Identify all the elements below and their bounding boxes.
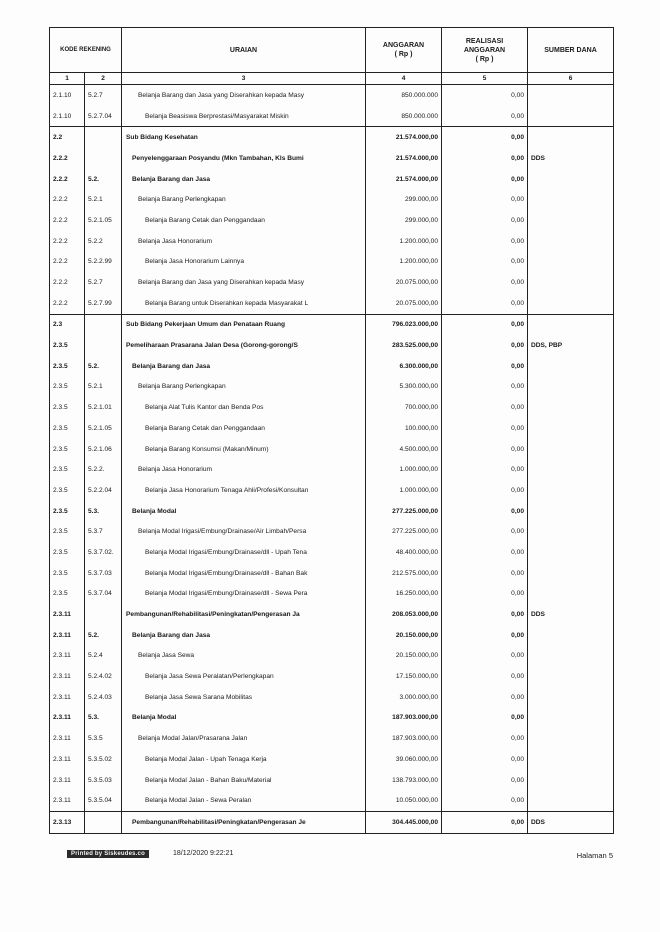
realization-amount-cell: 0,00 [442,563,528,584]
account-code-level-1: 2.3.11 [50,625,85,646]
realization-amount-cell: 0,00 [442,335,528,356]
account-code-level-2: 5.2.2.04 [85,480,122,501]
realization-amount-cell: 0,00 [442,272,528,293]
account-code-level-2 [85,812,122,834]
description-cell: Belanja Alat Tulis Kantor dan Benda Pos [122,397,366,418]
realization-amount-cell: 0,00 [442,252,528,273]
account-code-level-2: 5.2.2 [85,231,122,252]
realization-amount-cell: 0,00 [442,459,528,480]
printed-by-badge: Printed by Siskeudes.co [67,850,149,858]
funding-source-cell [528,728,614,749]
account-code-level-1: 2.3.5 [50,418,85,439]
budget-amount-cell: 16.250.000,00 [366,584,442,605]
description-cell: Belanja Modal Irigasi/Embung/Drainase/dll - Upah Tena [122,542,366,563]
account-code-level-2: 5.2.7.04 [85,106,122,127]
account-code-level-1: 2.3.11 [50,604,85,625]
realization-amount-cell: 0,00 [442,542,528,563]
account-code-level-1: 2.3.5 [50,397,85,418]
account-code-level-1: 2.3.5 [50,459,85,480]
description-cell: Belanja Modal Irigasi/Embung/Drainase/dll - Sewa Pera [122,584,366,605]
budget-amount-cell: 39.060.000,00 [366,749,442,770]
table-row [50,272,614,293]
account-code-level-2: 5.2.1.01 [85,397,122,418]
column-number-row [50,73,614,85]
funding-source-cell [528,459,614,480]
account-code-level-1: 2.3.5 [50,563,85,584]
budget-amount-cell: 796.023.000,00 [366,314,442,335]
account-code-level-1: 2.3.13 [50,812,85,834]
account-code-level-1: 2.1.10 [50,85,85,106]
description-cell: Belanja Modal Jalan - Bahan Baku/Material [122,770,366,791]
budget-amount-cell: 20.150.000,00 [366,625,442,646]
funding-source-cell [528,272,614,293]
account-code-level-1: 2.3.5 [50,501,85,522]
account-code-level-2: 5.2.1 [85,189,122,210]
budget-amount-cell: 283.525.000,00 [366,335,442,356]
description-cell: Belanja Jasa Honorarium [122,231,366,252]
description-cell: Pembangunan/Rehabilitasi/Peningkatan/Pengerasan Ja [122,604,366,625]
account-code-level-2 [85,148,122,169]
funding-source-cell [528,127,614,148]
table-row [50,397,614,418]
account-code-level-1: 2.3.11 [50,646,85,667]
account-code-level-2 [85,127,122,148]
description-cell: Penyelenggaraan Posyandu (Mkn Tambahan, Kls Bumi [122,148,366,169]
account-code-level-2: 5.2.1.05 [85,210,122,231]
table-row [50,293,614,314]
budget-amount-cell: 20.075.000,00 [366,272,442,293]
account-code-level-2: 5.2.7 [85,272,122,293]
description-cell: Belanja Barang Cetak dan Penggandaan [122,210,366,231]
funding-source-cell [528,501,614,522]
account-code-level-1: 2.2.2 [50,272,85,293]
account-code-level-1: 2.3 [50,314,85,335]
account-code-level-2: 5.2.2.99 [85,252,122,273]
realization-amount-cell: 0,00 [442,210,528,231]
funding-source-cell [528,397,614,418]
description-cell: Belanja Barang untuk Diserahkan kepada Masyarakat L [122,293,366,314]
funding-source-cell [528,377,614,398]
account-code-level-2: 5.2.4.03 [85,687,122,708]
table-row [50,127,614,148]
funding-source-cell [528,563,614,584]
table-row [50,646,614,667]
account-code-level-1: 2.3.5 [50,377,85,398]
table-row [50,749,614,770]
budget-amount-cell: 21.574.000,00 [366,169,442,190]
table-row [50,542,614,563]
funding-source-cell [528,521,614,542]
header-realisasi-label: REALISASI ANGGARAN [463,37,506,54]
realization-amount-cell: 0,00 [442,85,528,106]
description-cell: Belanja Modal Jalan/Prasarana Jalan [122,728,366,749]
realization-amount-cell: 0,00 [442,480,528,501]
account-code-level-2: 5.2.1.05 [85,418,122,439]
funding-source-cell [528,625,614,646]
column-number: 1 [50,73,85,85]
table-row [50,377,614,398]
table-row [50,252,614,273]
realization-amount-cell: 0,00 [442,189,528,210]
realization-amount-cell: 0,00 [442,584,528,605]
funding-source-cell [528,314,614,335]
account-code-level-2: 5.2.4 [85,646,122,667]
budget-amount-cell: 208.053.000,00 [366,604,442,625]
column-number: 4 [366,73,442,85]
account-code-level-1: 2.2.2 [50,189,85,210]
realization-amount-cell: 0,00 [442,687,528,708]
table-row [50,418,614,439]
account-code-level-1: 2.3.5 [50,356,85,377]
account-code-level-2: 5.2.2. [85,459,122,480]
budget-amount-cell: 10.050.000,00 [366,790,442,811]
budget-amount-cell: 187.903.000,00 [366,708,442,729]
realization-amount-cell: 0,00 [442,521,528,542]
realization-amount-cell: 0,00 [442,708,528,729]
funding-source-cell [528,770,614,791]
budget-amount-cell: 700.000,00 [366,397,442,418]
funding-source-cell [528,749,614,770]
realization-amount-cell: 0,00 [442,169,528,190]
account-code-level-1: 2.3.5 [50,584,85,605]
budget-amount-cell: 48.400.000,00 [366,542,442,563]
account-code-level-1: 2.3.11 [50,687,85,708]
header-anggaran [366,28,442,73]
table-row [50,459,614,480]
budget-amount-cell: 5.300.000,00 [366,377,442,398]
column-number: 5 [442,73,528,85]
realization-amount-cell: 0,00 [442,604,528,625]
account-code-level-1: 2.2.2 [50,169,85,190]
description-cell: Belanja Barang Perlengkapan [122,377,366,398]
description-cell: Belanja Jasa Honorarium Lainnya [122,252,366,273]
description-cell: Sub Bidang Kesehatan [122,127,366,148]
realization-amount-cell: 0,00 [442,501,528,522]
budget-table [49,27,614,834]
account-code-level-2 [85,604,122,625]
realization-amount-cell: 0,00 [442,439,528,460]
funding-source-cell: DDS, PBP [528,335,614,356]
table-row [50,335,614,356]
table-row [50,314,614,335]
table-row [50,106,614,127]
budget-amount-cell: 850.000.000 [366,85,442,106]
account-code-level-2: 5.3. [85,501,122,522]
description-cell: Belanja Barang dan Jasa [122,169,366,190]
account-code-level-2: 5.3.7.03 [85,563,122,584]
description-cell: Belanja Barang dan Jasa yang Diserahkan kepada Masy [122,85,366,106]
page-footer [67,848,613,862]
funding-source-cell [528,231,614,252]
table-row [50,708,614,729]
account-code-level-1: 2.3.5 [50,542,85,563]
budget-amount-cell: 1.200.000,00 [366,231,442,252]
budget-amount-cell: 187.903.000,00 [366,728,442,749]
account-code-level-2: 5.2.1 [85,377,122,398]
funding-source-cell [528,418,614,439]
table-row [50,85,614,106]
account-code-level-2: 5.2.1.06 [85,439,122,460]
table-row [50,625,614,646]
budget-amount-cell: 850.000.000 [366,106,442,127]
description-cell: Belanja Barang Perlengkapan [122,189,366,210]
budget-amount-cell: 21.574.000,00 [366,148,442,169]
account-code-level-1: 2.3.5 [50,521,85,542]
description-cell: Belanja Jasa Sewa Peralatan/Perlengkapan [122,666,366,687]
description-cell: Belanja Barang dan Jasa [122,625,366,646]
funding-source-cell [528,189,614,210]
budget-amount-cell: 20.075.000,00 [366,293,442,314]
account-code-level-2: 5.3.7.02. [85,542,122,563]
realization-amount-cell: 0,00 [442,418,528,439]
table-row [50,231,614,252]
funding-source-cell: DDS [528,604,614,625]
header-sumber-dana: SUMBER DANA [528,28,614,73]
realization-amount-cell: 0,00 [442,293,528,314]
budget-amount-cell: 299.000,00 [366,210,442,231]
budget-amount-cell: 100.000,00 [366,418,442,439]
funding-source-cell [528,85,614,106]
account-code-level-1: 2.3.11 [50,790,85,811]
description-cell: Belanja Modal Jalan - Sewa Peralan [122,790,366,811]
budget-amount-cell: 304.445.000,00 [366,812,442,834]
table-row [50,770,614,791]
realization-amount-cell: 0,00 [442,625,528,646]
realization-amount-cell: 0,00 [442,790,528,811]
account-code-level-2: 5.2. [85,169,122,190]
account-code-level-2: 5.2. [85,356,122,377]
funding-source-cell [528,646,614,667]
account-code-level-2: 5.2.4.02 [85,666,122,687]
table-row [50,210,614,231]
funding-source-cell [528,480,614,501]
description-cell: Belanja Barang Konsumsi (Makan/Minum) [122,439,366,460]
budget-amount-cell: 4.500.000,00 [366,439,442,460]
table-row [50,501,614,522]
column-number: 2 [85,73,122,85]
funding-source-cell [528,169,614,190]
funding-source-cell [528,790,614,811]
table-row [50,604,614,625]
description-cell: Sub Bidang Pekerjaan Umum dan Penataan Ruang [122,314,366,335]
realization-amount-cell: 0,00 [442,397,528,418]
table-row [50,439,614,460]
realization-amount-cell: 0,00 [442,749,528,770]
funding-source-cell [528,708,614,729]
account-code-level-1: 2.3.11 [50,728,85,749]
funding-source-cell [528,252,614,273]
table-row [50,728,614,749]
description-cell: Belanja Jasa Sewa [122,646,366,667]
account-code-level-1: 2.2.2 [50,210,85,231]
funding-source-cell [528,293,614,314]
funding-source-cell: DDS [528,148,614,169]
account-code-level-2: 5.2.7 [85,85,122,106]
table-header-row [50,28,614,73]
funding-source-cell [528,106,614,127]
realization-amount-cell: 0,00 [442,314,528,335]
budget-amount-cell: 277.225.000,00 [366,521,442,542]
header-uraian: URAIAN [122,28,366,73]
funding-source-cell [528,542,614,563]
table-body [50,85,614,834]
account-code-level-1: 2.3.11 [50,770,85,791]
account-code-level-2 [85,314,122,335]
table-row [50,563,614,584]
description-cell: Belanja Jasa Sewa Sarana Mobilitas [122,687,366,708]
account-code-level-1: 2.3.5 [50,439,85,460]
account-code-level-2: 5.2.7.99 [85,293,122,314]
account-code-level-2: 5.3. [85,708,122,729]
description-cell: Belanja Jasa Honorarium [122,459,366,480]
realization-amount-cell: 0,00 [442,728,528,749]
realization-amount-cell: 0,00 [442,666,528,687]
account-code-level-1: 2.2 [50,127,85,148]
account-code-level-2 [85,335,122,356]
column-number: 3 [122,73,366,85]
description-cell: Belanja Barang dan Jasa yang Diserahkan kepada Masy [122,272,366,293]
description-cell: Belanja Modal Jalan - Upah Tenaga Kerja [122,749,366,770]
budget-amount-cell: 1.000.000,00 [366,480,442,501]
account-code-level-1: 2.2.2 [50,231,85,252]
realization-amount-cell: 0,00 [442,356,528,377]
account-code-level-2: 5.3.7 [85,521,122,542]
account-code-level-2: 5.3.5.04 [85,790,122,811]
account-code-level-2: 5.3.7.04 [85,584,122,605]
account-code-level-1: 2.3.11 [50,708,85,729]
account-code-level-1: 2.2.2 [50,252,85,273]
table-row [50,480,614,501]
account-code-level-2: 5.2. [85,625,122,646]
funding-source-cell [528,439,614,460]
realization-amount-cell: 0,00 [442,770,528,791]
account-code-level-1: 2.3.5 [50,480,85,501]
budget-amount-cell: 299.000,00 [366,189,442,210]
page-number: Halaman 5 [576,851,613,860]
budget-amount-cell: 17.150.000,00 [366,666,442,687]
funding-source-cell [528,584,614,605]
account-code-level-1: 2.1.10 [50,106,85,127]
account-code-level-1: 2.2.2 [50,148,85,169]
budget-amount-cell: 138.793.000,00 [366,770,442,791]
header-anggaran-label: ANGGARAN [382,42,425,49]
column-number: 6 [528,73,614,85]
table-row [50,790,614,811]
realization-amount-cell: 0,00 [442,377,528,398]
header-kode-rekening: KODE REKENING [50,28,122,73]
table-row [50,666,614,687]
account-code-level-1: 2.3.11 [50,749,85,770]
table-row [50,812,614,834]
description-cell: Pemeliharaan Prasarana Jalan Desa (Gorong-gorong/S [122,335,366,356]
description-cell: Belanja Modal Irigasi/Embung/Drainase/Air Limbah/Persa [122,521,366,542]
description-cell: Belanja Beasiswa Berprestasi/Masyarakat Miskin [122,106,366,127]
table-row [50,356,614,377]
realization-amount-cell: 0,00 [442,646,528,667]
funding-source-cell [528,356,614,377]
description-cell: Belanja Barang Cetak dan Penggandaan [122,418,366,439]
table-row [50,169,614,190]
account-code-level-2: 5.3.5.03 [85,770,122,791]
account-code-level-2: 5.3.5.02 [85,749,122,770]
budget-amount-cell: 212.575.000,00 [366,563,442,584]
account-code-level-1: 2.2.2 [50,293,85,314]
table-row [50,148,614,169]
description-cell: Belanja Modal [122,708,366,729]
account-code-level-1: 2.3.11 [50,666,85,687]
budget-amount-cell: 21.574.000,00 [366,127,442,148]
realization-amount-cell: 0,00 [442,812,528,834]
realization-amount-cell: 0,00 [442,106,528,127]
description-cell: Belanja Modal [122,501,366,522]
account-code-level-1: 2.3.5 [50,335,85,356]
funding-source-cell: DDS [528,812,614,834]
realization-amount-cell: 0,00 [442,148,528,169]
account-code-level-2: 5.3.5 [85,728,122,749]
description-cell: Pembangunan/Rehabilitasi/Peningkatan/Pengerasan Je [122,812,366,834]
realization-amount-cell: 0,00 [442,231,528,252]
description-cell: Belanja Barang dan Jasa [122,356,366,377]
budget-amount-cell: 1.200.000,00 [366,252,442,273]
funding-source-cell [528,210,614,231]
header-anggaran-unit: ( Rp ) [394,51,413,58]
description-cell: Belanja Jasa Honorarium Tenaga Ahli/Profesi/Konsultan [122,480,366,501]
table-row [50,189,614,210]
funding-source-cell [528,687,614,708]
budget-amount-cell: 277.225.000,00 [366,501,442,522]
realization-amount-cell: 0,00 [442,127,528,148]
budget-amount-cell: 3.000.000,00 [366,687,442,708]
print-timestamp: 18/12/2020 9:22:21 [173,850,234,857]
description-cell: Belanja Modal Irigasi/Embung/Drainase/dll - Bahan Bak [122,563,366,584]
budget-amount-cell: 1.000.000,00 [366,459,442,480]
budget-amount-cell: 20.150.000,00 [366,646,442,667]
budget-amount-cell: 6.300.000,00 [366,356,442,377]
header-realisasi [442,28,528,73]
table-row [50,521,614,542]
table-row [50,687,614,708]
header-realisasi-unit: ( Rp ) [475,55,494,63]
table-row [50,584,614,605]
funding-source-cell [528,666,614,687]
